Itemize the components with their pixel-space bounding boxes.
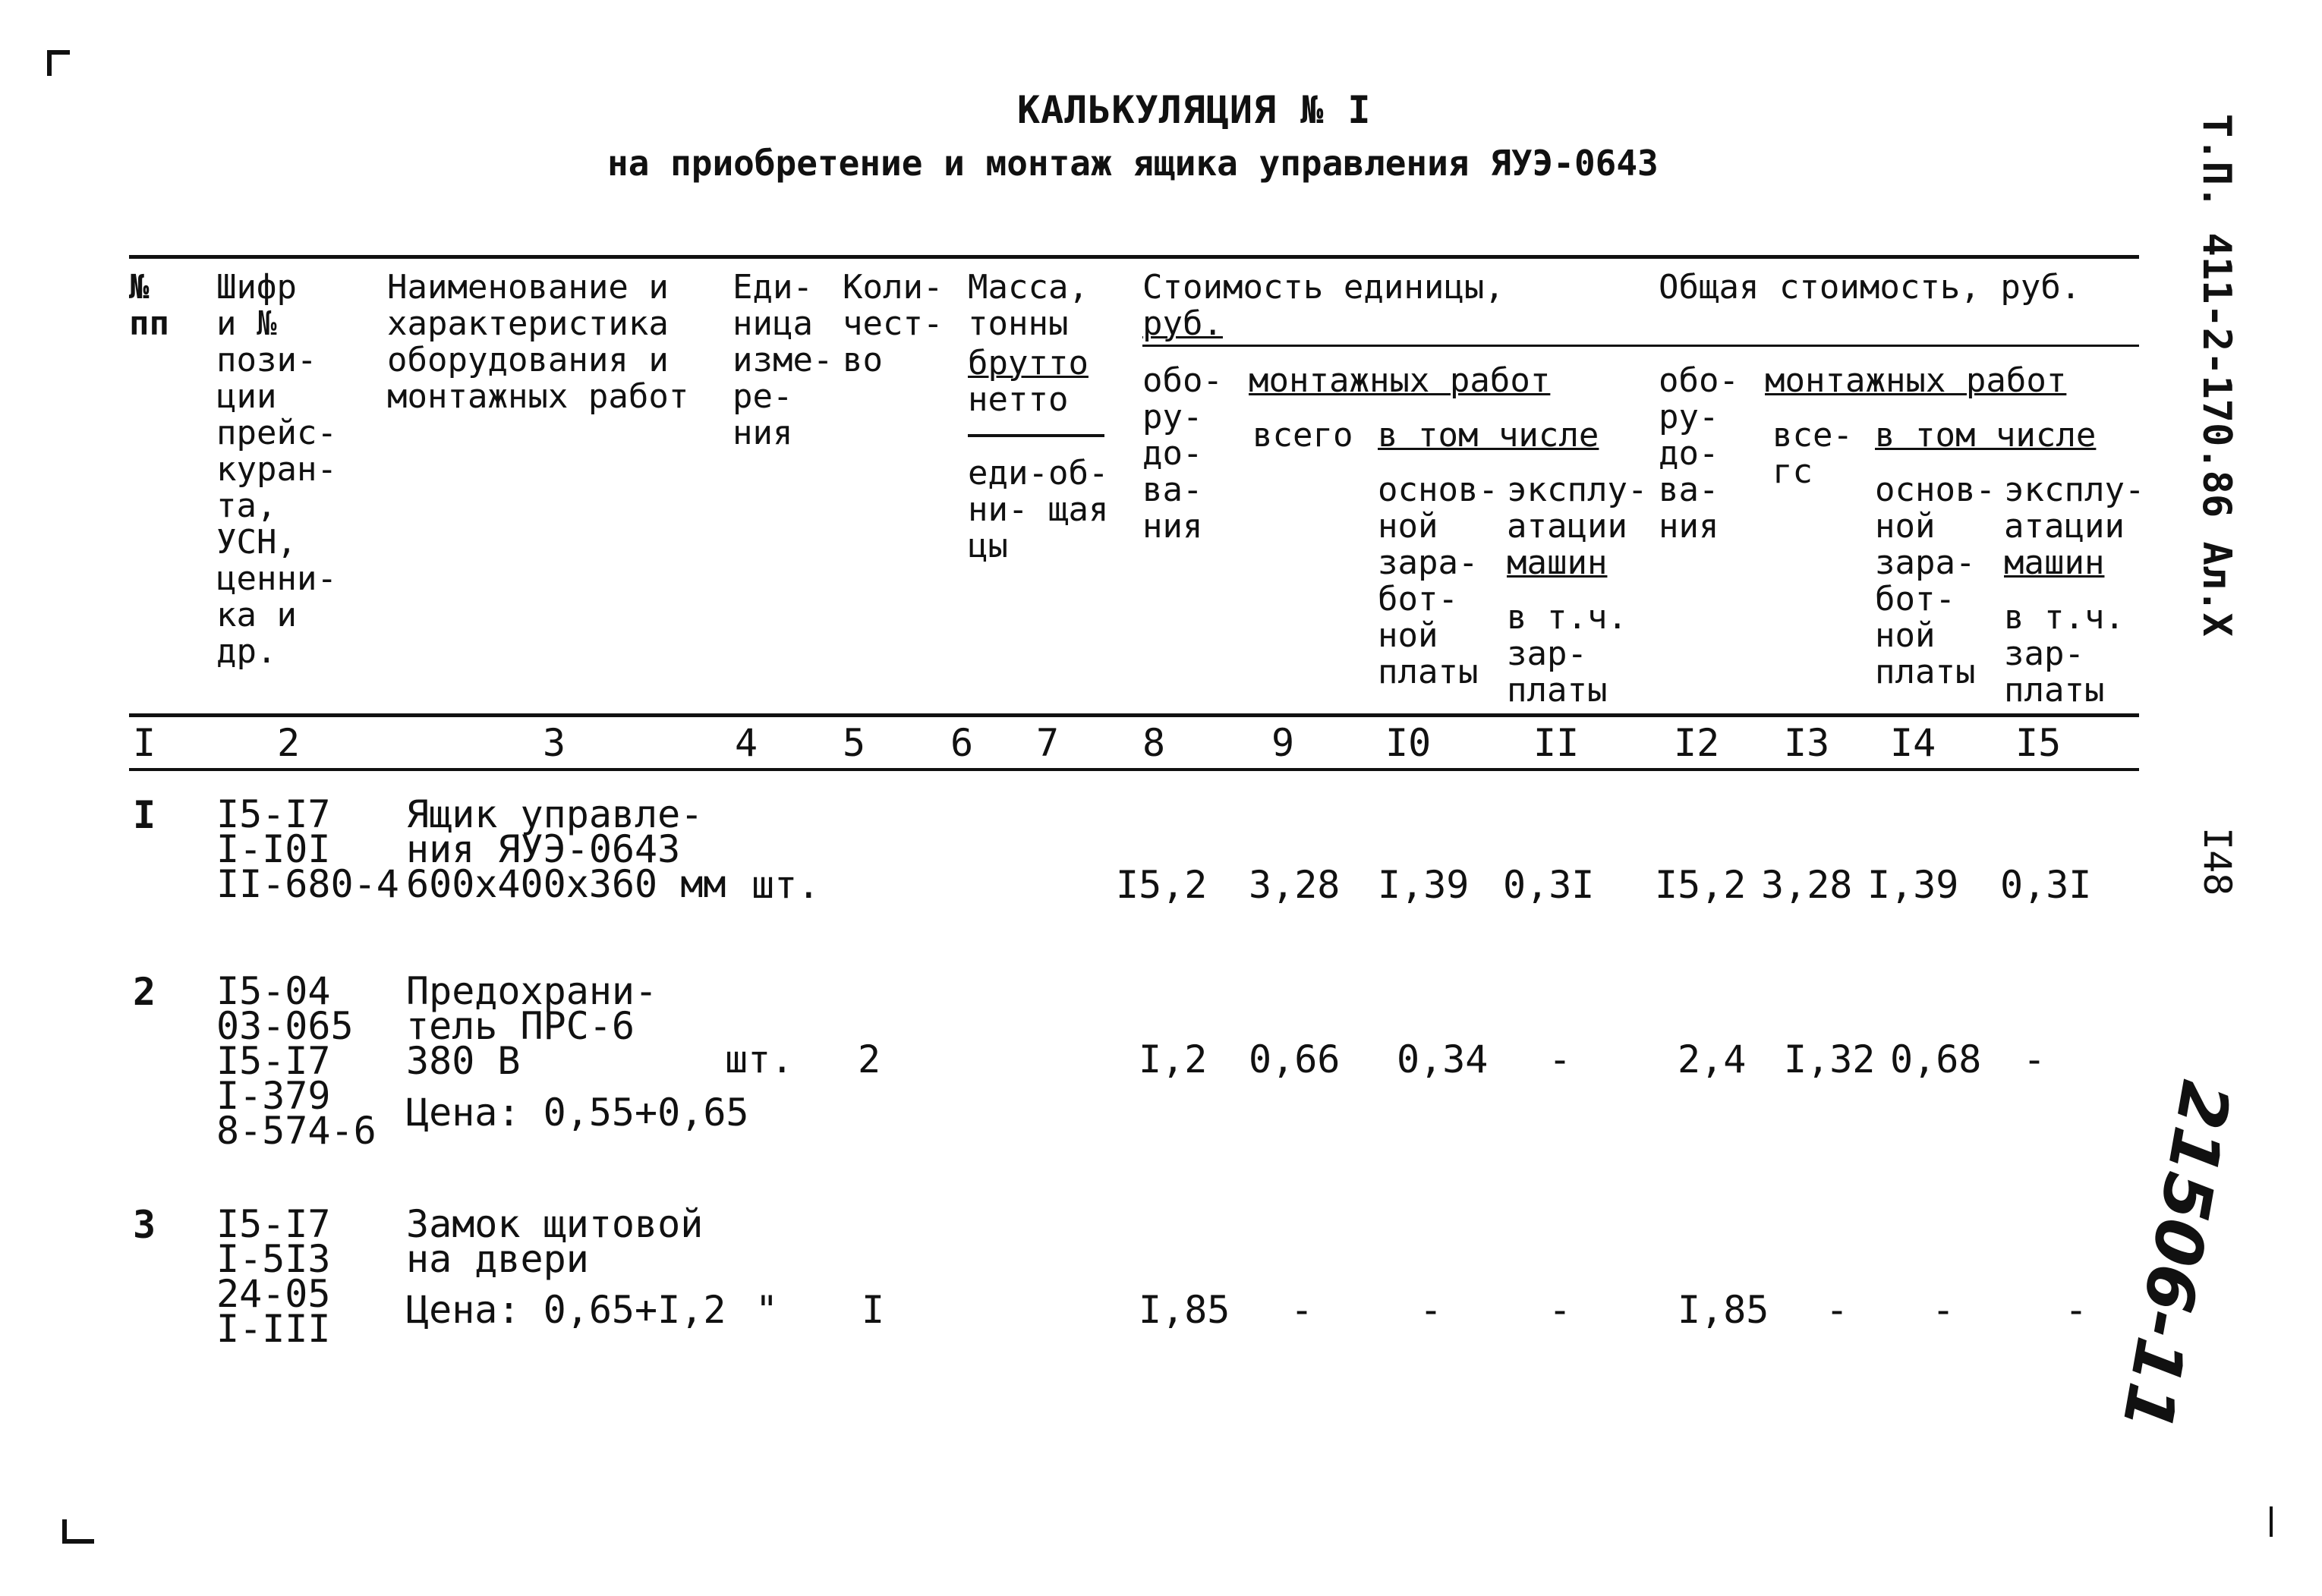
row-c10: I,39	[1378, 863, 1470, 907]
mass-divider	[968, 434, 1104, 437]
row-c11: -	[1549, 1288, 1572, 1332]
header-col-mass: Масса, тонны	[968, 268, 1089, 343]
col-num-1: I	[133, 721, 156, 765]
row-name: Предохрани- тель ПРС-6 380 В	[406, 969, 658, 1083]
row-unit: шт.	[725, 1037, 794, 1081]
corner-mark-top-left	[47, 50, 70, 76]
row-qty: 2	[858, 1037, 881, 1081]
col-num-7: 7	[1036, 721, 1060, 765]
col-num-8: 8	[1142, 721, 1166, 765]
page-subtitle: на приобретение и монтаж ящика управления ЯУЭ-0643	[607, 143, 1659, 184]
col-num-3: 3	[543, 721, 566, 765]
header-machine-ops-unit: эксплу- атации	[1507, 471, 1648, 546]
row-c8: I5,2	[1116, 863, 1208, 907]
header-col-mass-netto: нетто	[968, 380, 1069, 419]
row-c9: 3,28	[1249, 863, 1341, 907]
row-c15: -	[2065, 1288, 2088, 1332]
col-num-14: I4	[1890, 721, 1936, 765]
row-c14: -	[1932, 1288, 1955, 1332]
header-machines-total: машин	[2004, 543, 2105, 582]
header-total-unit: всего	[1252, 416, 1353, 455]
row-c15: -	[2023, 1037, 2046, 1081]
header-col-code: Шифр и № пози- ции прейс- куран- та, УСН, ценни- ка и др.	[216, 268, 337, 671]
col-num-11: II	[1533, 721, 1580, 765]
row-code: I5-04 03-065 I5-I7 I-379 8-574-6	[216, 969, 376, 1153]
row-c12: I,85	[1678, 1288, 1769, 1332]
col-num-5: 5	[843, 721, 866, 765]
header-unit-cost: Стоимость единицы,	[1142, 268, 1504, 307]
row-c13: I,32	[1784, 1037, 1876, 1081]
col-num-2: 2	[277, 721, 301, 765]
header-install-unit: монтажных работ	[1249, 361, 1551, 400]
page-title: КАЛЬКУЛЯЦИЯ № I	[1017, 88, 1372, 132]
header-total-cost: Общая стоимость, руб.	[1659, 268, 2081, 307]
handwritten-number: 21506-11	[2106, 1075, 2245, 1437]
header-col-name: Наименование и характеристика оборудования и монтажных работ	[387, 268, 689, 416]
row-c14: I,39	[1867, 863, 1959, 907]
row-price: Цена: 0,55+0,65	[406, 1091, 749, 1135]
page-number: I48	[2195, 827, 2239, 896]
header-equip-total: обо- ру- до- ва- ния	[1659, 361, 1739, 546]
row-c10: -	[1419, 1288, 1443, 1332]
row-code: I5-I7 I-5I3 24-05 I-III	[216, 1202, 331, 1351]
row-unit: шт.	[751, 863, 821, 907]
corner-mark-bottom-left	[62, 1519, 94, 1544]
col-num-15: I5	[2015, 721, 2062, 765]
header-col-unit: Еди- ница изме- ре- ния	[733, 268, 833, 452]
col-num-10: I0	[1385, 721, 1432, 765]
header-machines-unit: машин	[1507, 543, 1608, 582]
row-number: I	[133, 793, 156, 837]
unit-cost-rule	[1142, 345, 2139, 347]
row-c11: -	[1549, 1037, 1572, 1081]
row-c8: I,2	[1139, 1037, 1208, 1081]
header-base-salary-unit: основ- ной зара- бот- ной платы	[1378, 471, 1498, 691]
row-c11: 0,3I	[1503, 863, 1595, 907]
row-c9: -	[1290, 1288, 1314, 1332]
header-unit-cost-rub: руб.	[1142, 304, 1223, 343]
col-num-6: 6	[950, 721, 974, 765]
header-bottom-rule	[129, 713, 2139, 717]
row-c15: 0,3I	[2000, 863, 2092, 907]
row-c8: I,85	[1139, 1288, 1230, 1332]
row-code: I5-I7 I-I0I II-680-4	[216, 792, 399, 906]
col-num-9: 9	[1271, 721, 1295, 765]
row-c12: I5,2	[1655, 863, 1747, 907]
header-incl-unit: в том числе	[1378, 416, 1599, 455]
header-col-qty: Коли- чест- во	[843, 268, 944, 379]
row-name: Ящик управле- ния ЯУЭ-0643 600х400х360 мм	[406, 792, 726, 906]
column-numbers-rule	[129, 768, 2139, 771]
row-number: 3	[133, 1203, 156, 1247]
header-col-mass-brutto: брутто	[968, 344, 1089, 382]
row-price: Цена: 0,65+I,2	[406, 1288, 726, 1332]
header-install-total: монтажных работ	[1765, 361, 2067, 400]
header-incl-salary-unit: в т.ч. зар- платы	[1507, 598, 1627, 710]
col-num-12: I2	[1674, 721, 1720, 765]
header-incl-salary-total: в т.ч. зар- платы	[2004, 598, 2125, 710]
row-c10: 0,34	[1397, 1037, 1489, 1081]
header-machine-ops-total: эксплу- атации	[2004, 471, 2145, 546]
row-number: 2	[133, 970, 156, 1014]
row-c14: 0,68	[1890, 1037, 1982, 1081]
corner-mark-bottom-right	[2270, 1506, 2273, 1537]
header-col-mass-unit: еди-об- ни- щая цы	[968, 454, 1109, 565]
row-c12: 2,4	[1678, 1037, 1747, 1081]
row-unit: "	[755, 1288, 779, 1332]
row-c13: 3,28	[1761, 863, 1853, 907]
col-num-4: 4	[735, 721, 758, 765]
header-equip-unit: обо- ру- до- ва- ния	[1142, 361, 1223, 546]
row-c9: 0,66	[1249, 1037, 1341, 1081]
row-name: Замок щитовой на двери	[406, 1202, 704, 1281]
row-c13: -	[1826, 1288, 1849, 1332]
doc-code: Т.П. 411-2-170.86 Ал.Х	[2194, 114, 2239, 637]
col-num-13: I3	[1784, 721, 1830, 765]
row-qty: I	[862, 1288, 885, 1332]
header-incl-total: в том числе	[1875, 416, 2097, 455]
header-col-number: № пп	[129, 268, 169, 343]
table-top-rule	[129, 255, 2139, 259]
header-total-total: все- гс	[1772, 416, 1853, 491]
header-base-salary-total: основ- ной зара- бот- ной платы	[1875, 471, 1996, 691]
